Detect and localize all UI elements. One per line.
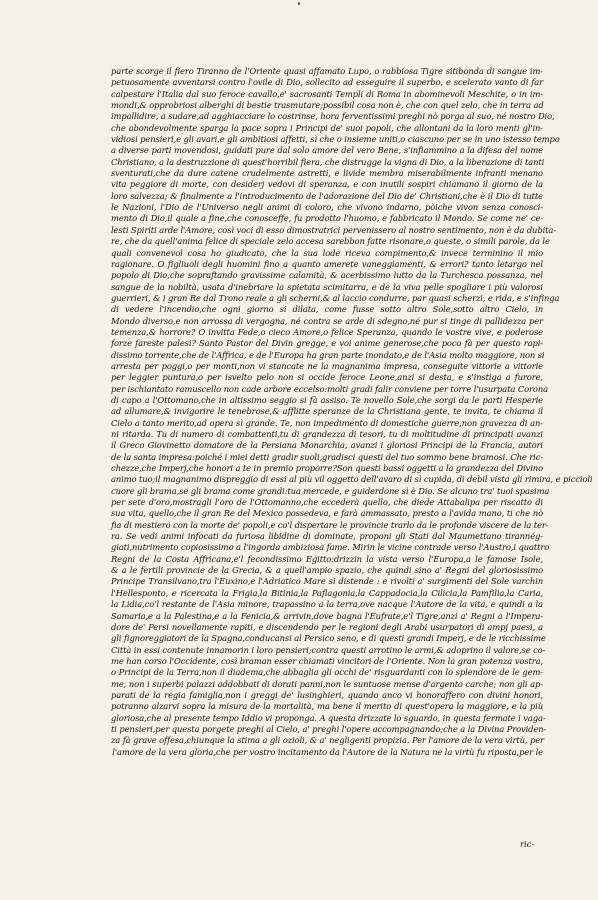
text-line: quali convenevol cosa ho giudicato, che la sua lode riceva compimento,& invece terminino il mio: [111, 247, 543, 258]
text-line: ti pensieri,per questa porgete preghi al Cielo, a' preghi l'opere accompagnando;che a la Divina Providen-: [111, 723, 547, 734]
text-line: re, che da quell'anima felice di speciale zelo accesa sarebbon fatte risonare,o queste, o simili parole, da le: [111, 236, 550, 247]
text-line: gloriosa,che al presente tempo Iddio vi proponga. A questa drizzate lo sguardo, in questa fermate i vaga-: [111, 712, 546, 723]
text-line: ra. Se vedi animi infocati da furiosa libidine di dominate, proponi gli Stati dal Maumettano tirannég-: [111, 531, 543, 542]
ink-speck: [298, 2, 300, 5]
text-line: giati,nutrimento copiosissimo a l'ingorda ambiziosa fame. Mirin le vicine contrade verso l'Austro,i quattro: [111, 542, 550, 553]
text-line: vita peggiore di morte, con desiderj vedovi di speranza, e con inutili sospiri chiamano il giorno de la: [111, 179, 543, 190]
text-line: za fà grave offesa,chiunque la stima a gli ozioli, & a' negligenti propizia. Per l'amore de la vera virtù, per: [111, 735, 544, 746]
text-line: le Nazioni, l'Dio de l'Universo negli animi di coloro, che vivono indarno, pòiche vivon senza conosci-: [111, 202, 543, 213]
text-line: me han corso l'Occidente, così braman esser chiamati vincitori de l'Oriente. Non la gran potenza vostra,: [111, 655, 543, 666]
text-line: per leggier puntura,o per isvelto pelo non si occide feroce Leone,anzi si desta, e s'instiga a furore,: [111, 372, 543, 383]
text-line: l'Hellesponto, e ricercata la Frigia,la Bitinia,la Paflagonia,la Cappadocia,la Cilicia,la Pamfilia,la Caria,: [111, 587, 543, 598]
text-line: che abondevolmente sparga la pace sopra i Principi de' suoi popoli, che allontani da la loro menti gl'in-: [111, 122, 543, 133]
text-line: Cielo a tanto merito,ad opera sì grande. Te, non impedimento di domestiche guerre,non gravezza di an-: [111, 417, 543, 428]
text-line: di capo a l'Ottomano,che in altissimo seggio si fà assiso. Te novello Sole,che sorgi da le parti Hesperie: [111, 394, 543, 405]
text-line: cuore gli brama,se gli brama come grandi:tua mercede, e guiderdone sì è Dio. Se alcuno tra' tuoi spasima: [111, 485, 550, 496]
text-line: dissimo torrente,che de l'Affrica, e de l'Europa ha gran parte inondato,e de l'Asia molto maggiore, non si: [111, 349, 545, 360]
text-line: guerrieri, & i gran Re dal Trono reale a gli scherni,& al laccio condurre, par quasi scherzi, e rida, e s'infinga: [111, 292, 560, 303]
text-line: a diverse parti movendosi, guidati pure dal solo amore del vero Bene, s'infiammino a la difesa del nome: [111, 145, 543, 156]
text-line: calpestare l'Italia dal suo feroce cavallo,e' sacrosanti Templi di Roma in abominevoli Meschite, o in im-: [111, 88, 543, 99]
text-line: vidiosi pensieri,e gli avari,e gli ambitiosi affetti, sì che o insieme uniti,o ciascuno per se in uno istesso tempo: [111, 134, 560, 145]
text-line: de la santa impresa:poiché i miei detti gradir suoli,gradisci questi del tuo sommo bene bramosi. Che ric-: [111, 451, 543, 462]
text-line: arresta per poggi,o per monti,non vi stancate ne la magnanima impresa, conseguite vittorie a vittorie: [111, 360, 543, 371]
text-line: Principe Transilvano,tra l'Euxino,e l'Adriatico Mare si distende : e rivolti a' surgimenti del Sole varchin: [111, 576, 543, 587]
text-line: dore de' Persi novellamente rapiti, e discendendo per le regioni degli Arabi usurpatori di ampj paesi, a: [111, 621, 543, 632]
text-line: sventurati,che da dure catene crudelmente astretti, e livide membra miserabilmente infranti menano: [111, 168, 543, 179]
text-line: impallidire, a sudare,ad agghiacciare lo costrinse, hora ferventissimi preghi nò porga al suo, né nostro Dio,: [111, 111, 555, 122]
text-line: potranno alzarvi sopra la misura de la mortalità, ma bene il merito di quest'opera la maggiore, e la più: [111, 701, 543, 712]
text-line: Regni de la Costa Affricana,e'l fecondissimo Egitto:drizzin la vista verso l'Europa,a le famose Isole,: [111, 553, 543, 564]
text-line: animo tuo;il magnanimo dispreggio di essi al più vil oggetto dell'avaro di sì cupida, di debil vista gli rimira, e piccioli: [111, 474, 593, 485]
text-line: parte scorge il fiero Tiranno de l'Oriente quasi affamato Lupo, o rabbiosa Tigre sitibonda di sangue im-: [111, 66, 543, 76]
text-line: loro salvezza; & finalmente a l'introducimento de l'adorazione del Dio de' Christiani,che è il Dio di tutte: [111, 190, 543, 201]
text-line: Christiano, a la destruzzione di quest'horribil fiera, che distrugge la vigna di Dio, a la liberazione di tanti: [111, 156, 545, 167]
text-line: per sete d'oro,mostragli l'oro de l'Ottomanno,che eccederà quello, che diede Attabalipa per riscatto di: [111, 497, 543, 508]
text-line: chezze,che Imperj,che honori a te in premio proporre?Son questi bassi oggetti a la grandezza del Divino: [111, 463, 543, 474]
text-line: parati de la regia famiglia,non i greggi de' lusinghieri, quando anco vi honoraffero con divini honori,: [111, 689, 543, 700]
text-line: temenza,& horrore? O invitta Fede,o cieco Amore,o felice Speranza, quando le vostre vive, e poderose: [111, 326, 543, 337]
text-line: lesti Spiriti arde l'Amore, così voci di esso dimostratrici pervenissero al nostro sentimento, non è da dubita-: [111, 224, 556, 235]
text-line: gli fignoreggiatori de la Spagna,conducansi al Persico seno, e di questi grandi Imperj, e de le ricchissime: [111, 633, 546, 644]
text-line: ad allumare,& invigorire le tenebrose,& afflitte speranze de la Christiana gente, te invita, te chiama il: [111, 406, 543, 417]
text-line: ragionare. O figliuoli degli huomini fino a quanto amerete vaneggiamenti, & errori? tanto letargo nel: [111, 258, 543, 269]
text-line: mento di Dio,il quale a fine,che conosceffe, fu prodotto l'huomo, e fabbricato il Mondo. Se come ne' ce-: [111, 213, 543, 224]
text-line: fia di mestiero con la morte de' popoli,e co'l dispertare le provincie trarlo da le profonde viscere de la ter-: [111, 519, 549, 530]
text-line: la Lidia,co'l restante de l'Asia minore, trapassino a la terra,ove nacque l'Autore de la vita, e quindi a la: [111, 599, 543, 610]
text-line: Città in essi contenute innamorin i loro pensieri;contra questi arrotino le armi,& adoprino il valore,se co-: [111, 644, 546, 655]
text-line: & a le fertili provincie de la Grecia, & a quell'ampio spazio, che quindi sino a' Regni del gloriosissimo: [111, 565, 543, 576]
text-line: Mondo diverso,e non arrossa di vergogna, né contra se arde di sdegno,né pur si tinge di pallidezza per: [111, 315, 543, 326]
text-line: forze fareste palesi? Santo Pastor del Divin gregge, e voi anime generose,che poco fà per questo rapi-: [111, 338, 543, 349]
body-text: [111, 66, 593, 758]
text-line: me, non i superbi palazzi addobbati di dorati panni,non le suntuose mense d'argento carche; non gli ap-: [111, 678, 543, 689]
text-line: Samaria,e a la Palestina,e a la Fenicia,& arrivin,dove bagna l'Eufrate,e'l Tigre,anzi a' Regni a l'Impera-: [111, 610, 543, 621]
text-line: il Greco Giovinetto domatore de la Persiana Monarchia, avanzi i gloriosi Principi de la Francia, autori: [111, 440, 543, 451]
text-line: di vedere l'incendio,che ogni giorno si dilata, come fusse sotto altro Sole,sotto altro Cielo, in: [111, 304, 543, 315]
text-line: l'amore de la vera gloria,che per vostro incitamento da l'Autore de la Natura ne la virtù fu riposta,per le: [112, 746, 543, 757]
text-line: petuosamente avventarsi contro l'ovile di Dio, sollecito ad esseguire il superbo, e scelerato vanto di far: [111, 77, 543, 88]
text-line: popolo di Dio,che sopraftando gravissime calamità, & acerbissimo lutto da la Turchesca possanza, nel: [111, 270, 543, 281]
text-line: per ischiantato ramuscello non cade arbore eccelso:molti gradi falir conviene per torre l'usurpata Corona: [111, 383, 548, 394]
text-line: ni ritarda. Tu di numero di combattenti,tu di grandezza di tesori, tu di moltitudine di principati avanzi: [111, 429, 543, 439]
text-line: o Principi de la Terra,non il diadema,che abbaglia gli occhi de' risguardanti con lo splendore de le gem-: [111, 667, 543, 678]
text-line: mondi,& opprobriosi alberghi di bestie trasmutare;possibil cosa non è, che con quel zelo, che in terra ad: [111, 100, 544, 111]
text-line: sangue de la nobiltà, usata d'inebriare la spietata scimitarra, e de la viva pelle spogliare i più valorosi: [111, 281, 543, 292]
catchword: ric-: [520, 839, 535, 849]
text-line: sua vita, quello,che il gran Re del Mexico possedeva, e farà ammassato, presto a l'avida mano, ti che nò: [111, 508, 543, 519]
